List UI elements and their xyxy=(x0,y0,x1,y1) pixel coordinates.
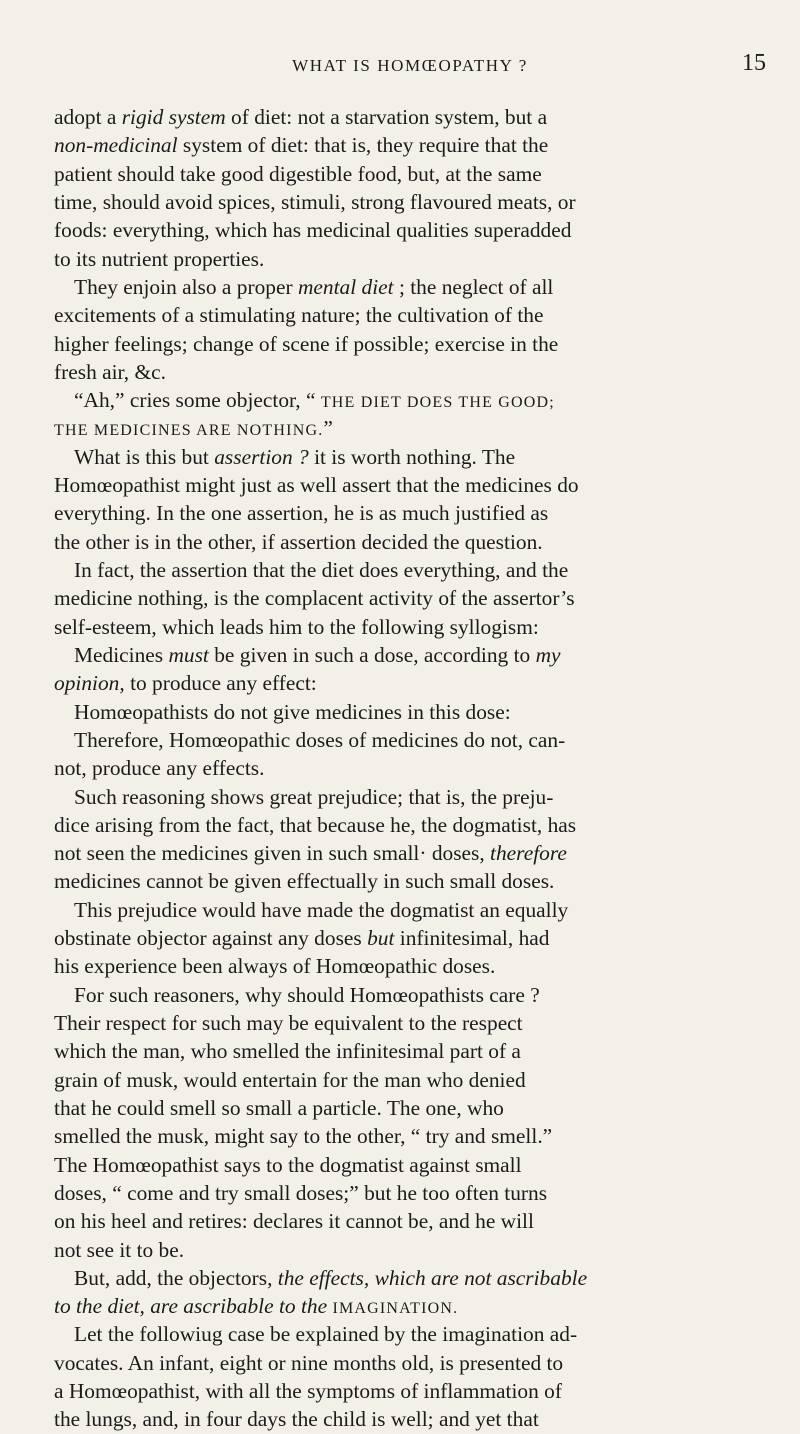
text-line: Medicines must be given in such a dose, according to my xyxy=(74,642,561,667)
text-line: everything. In the one assertion, he is as much justified as xyxy=(54,501,549,526)
text-line: They enjoin also a proper mental diet ; the neglect of all xyxy=(74,274,554,299)
text-line: time, should avoid spices, stimuli, strong flavoured meats, or xyxy=(54,189,576,214)
text-line: fresh air, &c. xyxy=(54,359,166,384)
page-number: 15 xyxy=(742,50,766,76)
text-line: which the man, who smelled the infinitesimal part of a xyxy=(54,1039,521,1064)
text-line: the lungs, and, in four days the child is well; and yet that xyxy=(54,1407,539,1432)
text-line: his experience been always of Homœopathic doses. xyxy=(54,954,496,979)
text-line: Homœopathist might just as well assert that the medicines do xyxy=(54,473,579,498)
text-line: not, produce any effects. xyxy=(54,756,265,781)
text-line: What is this but assertion ? it is worth nothing. The xyxy=(74,444,516,469)
text-line: patient should take good digestible food, but, at the same xyxy=(54,161,542,186)
text-line: a Homœopathist, with all the symptoms of inflammation of xyxy=(54,1379,562,1404)
text-line: For such reasoners, why should Homœopathists care ? xyxy=(74,982,540,1007)
text-line: “Ah,” cries some objector, “ THE DIET DOES THE GOOD; xyxy=(74,388,555,413)
text-line: Such reasoning shows great prejudice; that is, the preju- xyxy=(74,784,554,809)
text-line: not see it to be. xyxy=(54,1237,185,1262)
text-line: that he could smell so small a particle. The one, who xyxy=(54,1095,504,1120)
text-line: excitements of a stimulating nature; the cultivation of the xyxy=(54,303,544,328)
text-line: higher feelings; change of scene if possible; exercise in the xyxy=(54,331,559,356)
page-header xyxy=(54,50,766,80)
text-line: In fact, the assertion that the diet does everything, and the xyxy=(74,558,569,582)
text-line: Their respect for such may be equivalent to the respect xyxy=(54,1011,523,1035)
text-line: doses, “ come and try small doses;” but he too often turns xyxy=(54,1180,548,1205)
text-line: to the diet, are ascribable to the IMAGINATION. xyxy=(54,1294,459,1319)
text-line: medicines cannot be given effectually in such small doses. xyxy=(54,869,555,894)
text-line: adopt a rigid system of diet: not a starvation system, but a xyxy=(54,105,548,129)
text-line: not seen the medicines given in such small· doses, therefore xyxy=(54,841,567,866)
running-head: WHAT IS HOMŒOPATHY ? xyxy=(292,56,528,75)
text-line: foods: everything, which has medicinal qualities superadded xyxy=(54,218,572,243)
text-line: But, add, the objectors, the effects, which are not ascribable xyxy=(74,1265,588,1290)
text-line: the other is in the other, if assertion decided the question. xyxy=(54,529,543,554)
text-line: medicine nothing, is the complacent activity of the assertor’s xyxy=(54,586,575,611)
text-line: opinion, to produce any effect: xyxy=(54,671,317,696)
text-line: smelled the musk, might say to the other, “ try and smell.” xyxy=(54,1124,553,1149)
text-line: Homœopathists do not give medicines in this dose: xyxy=(74,699,511,724)
text-line: This prejudice would have made the dogmatist an equally xyxy=(74,897,569,922)
text-line: Therefore, Homœopathic doses of medicines do not, can- xyxy=(74,727,566,752)
text-line: Let the followiug case be explained by the imagination ad- xyxy=(74,1322,578,1347)
text-line: self-esteem, which leads him to the following syllogism: xyxy=(54,614,539,639)
text-line: on his heel and retires: declares it cannot be, and he will xyxy=(54,1209,534,1234)
text-line: non-medicinal system of diet: that is, they require that the xyxy=(54,133,549,158)
text-line: obstinate objector against any doses but infinitesimal, had xyxy=(54,926,550,951)
text-line: THE MEDICINES ARE NOTHING.” xyxy=(54,416,333,441)
text-line: dice arising from the fact, that because he, the dogmatist, has xyxy=(54,812,577,837)
text-line: grain of musk, would entertain for the man who denied xyxy=(54,1067,526,1092)
text-body xyxy=(54,103,774,1434)
text-line: to its nutrient properties. xyxy=(54,246,265,271)
text-line: The Homœopathist says to the dogmatist against small xyxy=(54,1152,522,1177)
text-line: vocates. An infant, eight or nine months old, is presented to xyxy=(54,1350,564,1375)
